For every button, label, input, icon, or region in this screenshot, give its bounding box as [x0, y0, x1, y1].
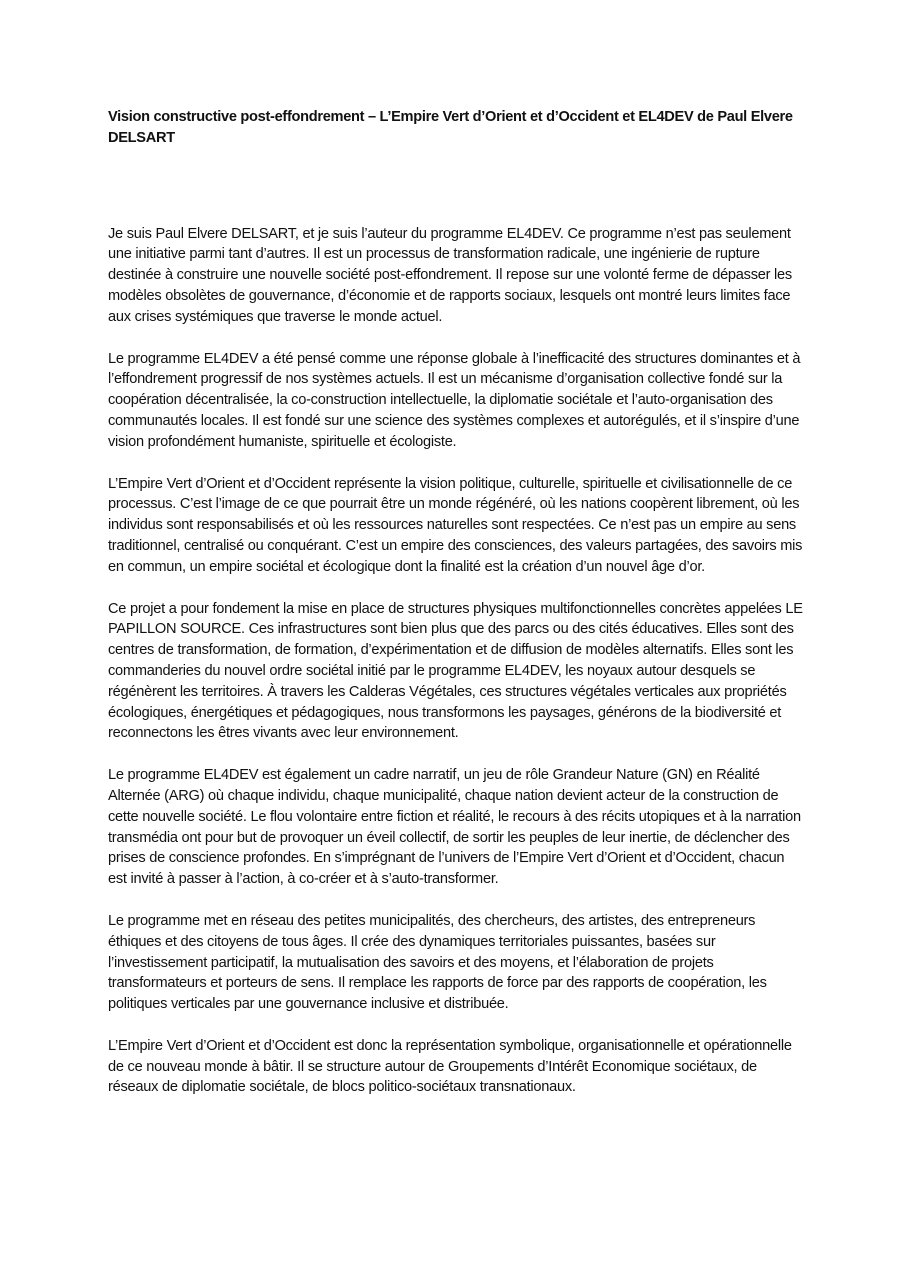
paragraph-7: L’Empire Vert d’Orient et d’Occident est donc la représentation symbolique, organisationnelle et opérationnelle de ce nouveau monde à bâtir. Il se structure autour de Groupements d’Intérêt Economique sociétaux, de réseaux de diplomatie sociétale, de blocs politico-sociétaux transnationaux.: [108, 1037, 792, 1096]
document-title: Vision constructive post-effondrement – L’Empire Vert d’Orient et d’Occident et EL4DEV de Paul Elvere DELSART: [108, 109, 793, 146]
paragraph-2: Le programme EL4DEV a été pensé comme une réponse globale à l’inefficacité des structures dominantes et à l’effondrement progressif de nos systèmes actuels. Il est un mécanisme d’organisation collective fondé sur la coopération décentralisée, la co-construction intellectuelle, la diplomatie sociétale et l’auto-organisation des communautés locales. Il est fondé sur une science des systèmes complexes et autorégulés, et il s’inspire d’une vision profondément humaniste, spirituelle et écologiste.: [108, 350, 801, 450]
paragraph-1: Je suis Paul Elvere DELSART, et je suis l’auteur du programme EL4DEV. Ce programme n’est pas seulement une initiative parmi tant d’autres. Il est un processus de transformation radicale, une ingénierie de rupture destinée à construire une nouvelle société post-effondrement. Il repose sur une volonté ferme de dépasser les modèles obsolètes de gouvernance, d’économie et de rapports sociaux, lesquels ont montré leurs limites face aux crises systémiques que traverse le monde actuel.: [108, 225, 792, 325]
paragraph-6: Le programme met en réseau des petites municipalités, des chercheurs, des artistes, des entrepreneurs éthiques et des citoyens de tous âges. Il crée des dynamiques territoriales puissantes, basées sur l’investissement participatif, la mutualisation des savoirs et des moyens, et l’élaboration de projets transformateurs et porteurs de sens. Il remplace les rapports de force par des rapports de coopération, les politiques verticales par une gouvernance inclusive et distribuée.: [108, 912, 767, 1013]
paragraph-5: Le programme EL4DEV est également un cadre narratif, un jeu de rôle Grandeur Nature (GN) en Réalité Alternée (ARG) où chaque individu, chaque municipalité, chaque nation devient acteur de la construction de cette nouvelle société. Le flou volontaire entre fiction et réalité, le recours à des récits utopiques et à la narration transmédia ont pour but de provoquer un éveil collectif, de sortir les peuples de leur inertie, de déclencher des prises de conscience profondes. En s’imprégnant de l’univers de l’Empire Vert d’Orient et d’Occident, chacun est invité à passer à l’action, à co-créer et à s’auto-transformer.: [108, 767, 801, 888]
paragraph-3: L’Empire Vert d’Orient et d’Occident représente la vision politique, culturelle, spirituelle et civilisationnelle de ce processus. C’est l’image de ce que pourrait être un monde régénéré, où les nations coopèrent librement, où les individus sont responsabilisés et où les ressources naturelles sont respectées. Ce n’est pas un empire au sens traditionnel, centralisé ou conquérant. C’est un empire des consciences, des valeurs partagées, des savoirs mis en commun, un empire sociétal et écologique dont la finalité est la création d’un nouvel âge d’or.: [108, 475, 803, 575]
document-body: [108, 107, 803, 1119]
paragraph-4: Ce projet a pour fondement la mise en place de structures physiques multifonctionnelles concrètes appelées LE PAPILLON SOURCE. Ces infrastructures sont bien plus que des parcs ou des cités éducatives. Elles sont des centres de transformation, de formation, d’expérimentation et de diffusion de modèles alternatifs. Elles sont les commanderies du nouvel ordre sociétal initié par le programme EL4DEV, les noyaux autour desquels se régénèrent les territoires. À travers les Calderas Végétales, ces structures végétales verticales aux propriétés écologiques, énergétiques et pédagogiques, nous transformons les paysages, générons de la biodiversité et reconnectons les êtres vivants avec leur environnement.: [108, 600, 803, 742]
